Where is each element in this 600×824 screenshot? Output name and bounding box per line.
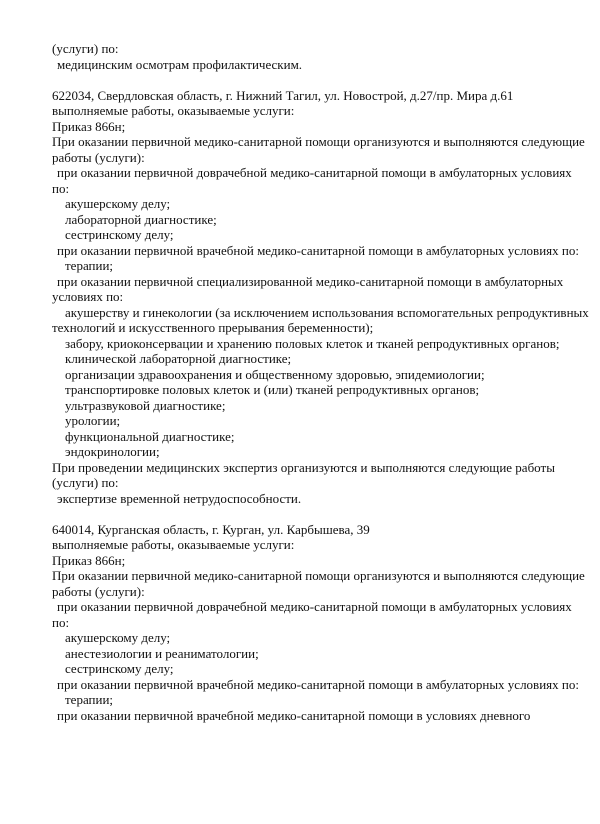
- text-line: 640014, Курганская область, г. Курган, ул. Карбышева, 39: [52, 521, 370, 537]
- text-line: при оказании первичной врачебной медико-санитарной помощи в условиях дневного: [57, 707, 531, 723]
- text-line: работы (услуги):: [52, 583, 145, 599]
- text-line: функциональной диагностике;: [65, 428, 235, 444]
- text-line: При оказании первичной медико-санитарной помощи организуются и выполняются следующие: [52, 134, 585, 149]
- text-line: технологий и искусственного прерывания беременности);: [52, 320, 374, 335]
- text-line: ультразвуковой диагностике;: [65, 397, 226, 413]
- text-line: по:: [52, 614, 70, 630]
- text-line: условиях по:: [52, 289, 124, 304]
- text-line: при оказании первичной врачебной медико-санитарной помощи в амбулаторных условиях по:: [57, 676, 579, 692]
- text-line: транспортировке половых клеток и (или) тканей репродуктивных органов;: [65, 382, 480, 397]
- text-line: выполняемые работы, оказываемые услуги:: [52, 103, 295, 118]
- text-line: (услуги) по:: [52, 41, 119, 56]
- text-line: терапии;: [65, 258, 114, 273]
- text-line: акушерству и гинекологии (за исключением использования вспомогательных репродуктивных: [65, 304, 589, 320]
- text-line: при оказании первичной доврачебной медико-санитарной помощи в амбулаторных условиях: [57, 599, 572, 614]
- document-page: [52, 41, 592, 723]
- text-line: При оказании первичной медико-санитарной помощи организуются и выполняются следующие: [52, 568, 585, 583]
- text-line: организации здравоохранения и общественному здоровью, эпидемиологии;: [65, 366, 485, 382]
- text-line: При проведении медицинских экспертиз организуются и выполняются следующие работы: [52, 459, 555, 475]
- document-section: [52, 522, 592, 724]
- section-spacer: [52, 506, 592, 522]
- document-section: [52, 88, 592, 507]
- text-line: экспертизе временной нетрудоспособности.: [57, 490, 302, 506]
- text-line: сестринскому делу;: [65, 227, 174, 242]
- section-spacer: [52, 72, 592, 88]
- text-line: терапии;: [65, 692, 114, 707]
- text-line: анестезиологии и реаниматологии;: [65, 645, 259, 661]
- text-line: эндокринологии;: [65, 444, 160, 459]
- text-line: (услуги) по:: [52, 475, 119, 490]
- text-line: забору, криоконсервации и хранению половых клеток и тканей репродуктивных органов;: [65, 335, 560, 351]
- text-line: 622034, Свердловская область, г. Нижний Тагил, ул. Новострой, д.27/пр. Мира д.61: [52, 87, 514, 103]
- text-line: клинической лабораторной диагностике;: [65, 351, 292, 366]
- text-line: Приказ 866н;: [52, 552, 126, 568]
- text-line: медицинским осмотрам профилактическим.: [57, 56, 303, 72]
- text-line: работы (услуги):: [52, 149, 145, 165]
- text-line: выполняемые работы, оказываемые услуги:: [52, 537, 295, 552]
- text-line: акушерскому делу;: [65, 630, 171, 645]
- document-section: [52, 41, 592, 72]
- text-line: при оказании первичной специализированной медико-санитарной помощи в амбулаторных: [57, 273, 564, 289]
- text-line: по:: [52, 180, 70, 196]
- text-line: при оказании первичной доврачебной медико-санитарной помощи в амбулаторных условиях: [57, 165, 572, 180]
- text-line: урологии;: [65, 413, 121, 428]
- text-line: акушерскому делу;: [65, 196, 171, 211]
- text-line: при оказании первичной врачебной медико-санитарной помощи в амбулаторных условиях по:: [57, 242, 579, 258]
- text-line: сестринскому делу;: [65, 661, 174, 676]
- text-line: лабораторной диагностике;: [65, 211, 217, 227]
- text-line: Приказ 866н;: [52, 118, 126, 134]
